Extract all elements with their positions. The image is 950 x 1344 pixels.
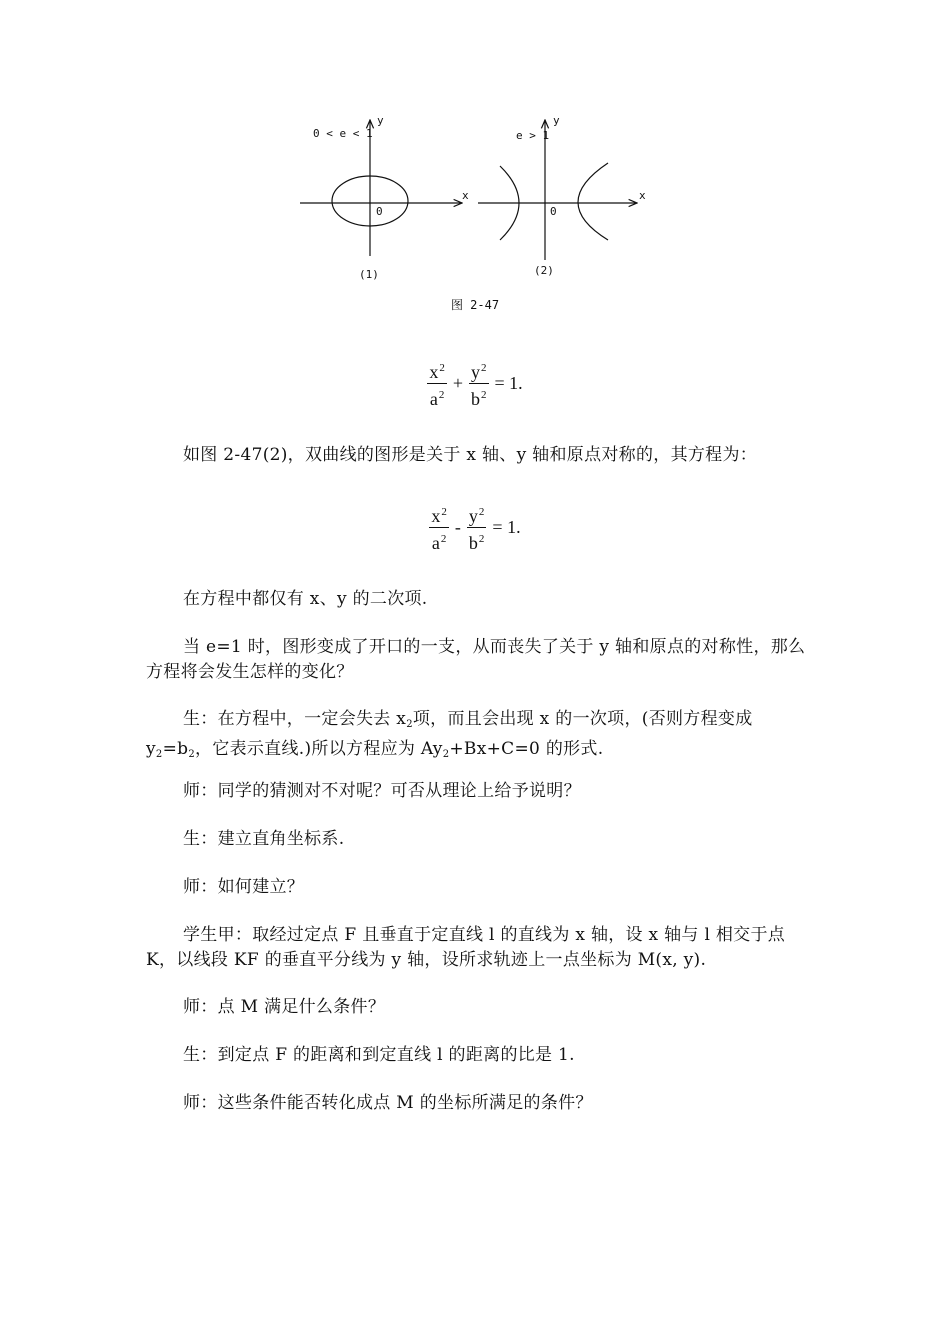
right-y-label: y	[553, 114, 560, 127]
paragraph-teacher-convert: 师：这些条件能否转化成点 M 的坐标所满足的条件？	[183, 1093, 593, 1113]
paragraph-teacher-question-1: 师：同学的猜测对不对呢？可否从理论上给予说明？	[183, 781, 581, 801]
paragraph-student-ratio: 生：到定点 F 的距离和到定直线 l 的距离的比是 1.	[183, 1045, 575, 1065]
fraction-y-over-b: $\frac{y^2}{b^2}$	[467, 502, 487, 553]
fraction-x-over-a: $\frac{x^2}{a^2}$	[427, 358, 447, 409]
left-sub-label: (1)	[359, 268, 379, 281]
paragraph-student-coordinate: 生：建立直角坐标系.	[183, 829, 345, 849]
figure-caption: 图 2-47	[450, 298, 500, 312]
fraction-y-over-b: $\frac{y^2}{b^2}$	[469, 358, 489, 409]
left-origin-label: 0	[376, 205, 383, 218]
right-sub-label: (2)	[534, 264, 554, 277]
left-y-label: y	[377, 114, 384, 127]
paragraph-question-e-equals-1: 当 e=1 时，图形变成了开口的一支，从而丧失了关于 y 轴和原点的对称性，那么方程将会发生怎样的变化？	[146, 637, 806, 682]
paragraph-quadratic-terms: 在方程中都仅有 x、y 的二次项.	[183, 589, 428, 609]
paragraph-hyperbola-intro: 如图 2-47(2)，双曲线的图形是关于 x 轴、y 轴和原点对称的，其方程为：	[183, 445, 758, 465]
right-condition-label: e > 1	[516, 129, 550, 142]
figure-2-47	[290, 108, 660, 318]
ellipse-equation	[0, 358, 950, 409]
hyperbola-equation	[0, 502, 950, 553]
paragraph-teacher-how: 师：如何建立？	[183, 877, 305, 897]
left-x-label: x	[462, 189, 469, 202]
equation-rhs: = 1.	[494, 373, 523, 393]
fraction-x-over-a: $\frac{x^2}{a^2}$	[429, 502, 449, 553]
paragraph-teacher-condition: 师：点 M 满足什么条件？	[183, 997, 386, 1017]
minus-operator: -	[454, 517, 461, 537]
left-condition-label: 0 < e < 1	[313, 127, 373, 140]
right-origin-label: 0	[550, 205, 557, 218]
paragraph-student-answer: 生：在方程中，一定会失去 $x_2$项，而且会出现 x 的一次项，(否则方程变成 $y_2=b_2$，它表示直线.)所以方程应为 $Ay_2+Bx+C=0$ 的形式.	[146, 709, 753, 760]
right-x-label: x	[639, 189, 646, 202]
plus-operator: +	[452, 373, 463, 393]
equation-rhs: = 1.	[492, 517, 521, 537]
hyperbola-right-branch	[578, 163, 608, 240]
paragraph-student-jia: 学生甲：取经过定点 F 且垂直于定直线 l 的直线为 x 轴，设 x 轴与 l 相交于点 K，以线段 KF 的垂直平分线为 y 轴，设所求轨迹上一点坐标为 M(x, y).	[146, 925, 786, 970]
